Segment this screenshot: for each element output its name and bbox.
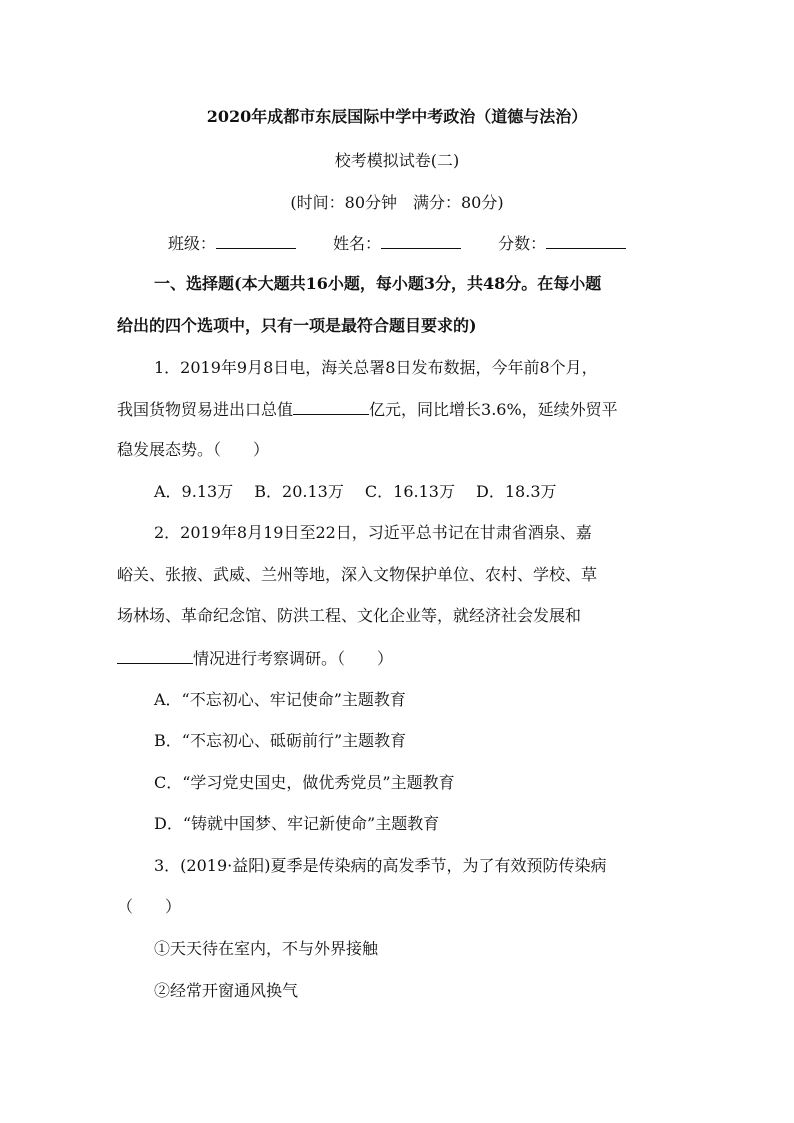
- q1-line3: 稳发展态势。（ ）: [117, 440, 270, 459]
- q1-options: A．9.13万 B．20.13万 C．16.13万 D．18.3万: [154, 482, 557, 501]
- q2-line1: 2．2019年8月19日至22日，习近平总书记在甘肃省酒泉、嘉: [154, 523, 592, 542]
- q3-line2: （ ）: [117, 897, 182, 916]
- section1-heading-line2: 给出的四个选项中，只有一项是最符合题目要求的): [117, 316, 477, 335]
- q1-line2-post: 亿元，同比增长3.6%，延续外贸平: [369, 400, 618, 419]
- class-field: [168, 234, 301, 253]
- q1-blank[interactable]: [293, 398, 369, 415]
- q2-blank[interactable]: [117, 647, 193, 664]
- q2-line4-post: 情况进行考察调研。（ ）: [193, 649, 394, 668]
- q2-line2: 峪关、张掖、武威、兰州等地，深入文物保护单位、农村、学校、草: [117, 565, 598, 584]
- q2-option-a: A．“不忘初心、牢记使命”主题教育: [154, 690, 406, 709]
- exam-title: 2020年成都市东辰国际中学中考政治（道德与法治）: [206, 107, 588, 126]
- q1-line2: [117, 398, 618, 421]
- name-label: 姓名：: [332, 234, 381, 253]
- exam-info: (时间：80分钟 满分：80分): [290, 193, 504, 212]
- q2-option-b: B．“不忘初心、砥砺前行”主题教育: [154, 731, 407, 750]
- exam-subtitle: 校考模拟试卷(二): [334, 151, 460, 170]
- q1-line2-pre: 我国货物贸易进出口总值: [117, 400, 294, 419]
- score-field: [498, 234, 626, 253]
- q2-option-c: C．“学习党史国史，做优秀党员”主题教育: [154, 773, 455, 792]
- q2-line4: [117, 647, 393, 670]
- q3-line1: 3．(2019·益阳)夏季是传染病的高发季节，为了有效预防传染病: [154, 856, 607, 875]
- q2-line3: 场林场、革命纪念馆、防洪工程、文化企业等，就经济社会发展和: [117, 606, 582, 625]
- class-label: 班级：: [167, 234, 216, 253]
- name-field: [333, 234, 466, 253]
- q3-item2: ②经常开窗通风换气: [154, 981, 299, 1000]
- score-label: 分数：: [498, 234, 547, 253]
- student-info-row: [0, 232, 794, 255]
- class-blank[interactable]: [216, 232, 296, 249]
- score-blank[interactable]: [546, 232, 626, 249]
- q3-item1: ①天天待在室内，不与外界接触: [154, 939, 379, 958]
- name-blank[interactable]: [381, 232, 461, 249]
- section1-heading-line1: 一、选择题(本大题共16小题，每小题3分，共48分。在每小题: [154, 274, 602, 293]
- q1-line1: 1．2019年9月8日电，海关总署8日发布数据，今年前8个月，: [154, 358, 598, 377]
- q2-option-d: D．“铸就中国梦、牢记新使命”主题教育: [154, 814, 440, 833]
